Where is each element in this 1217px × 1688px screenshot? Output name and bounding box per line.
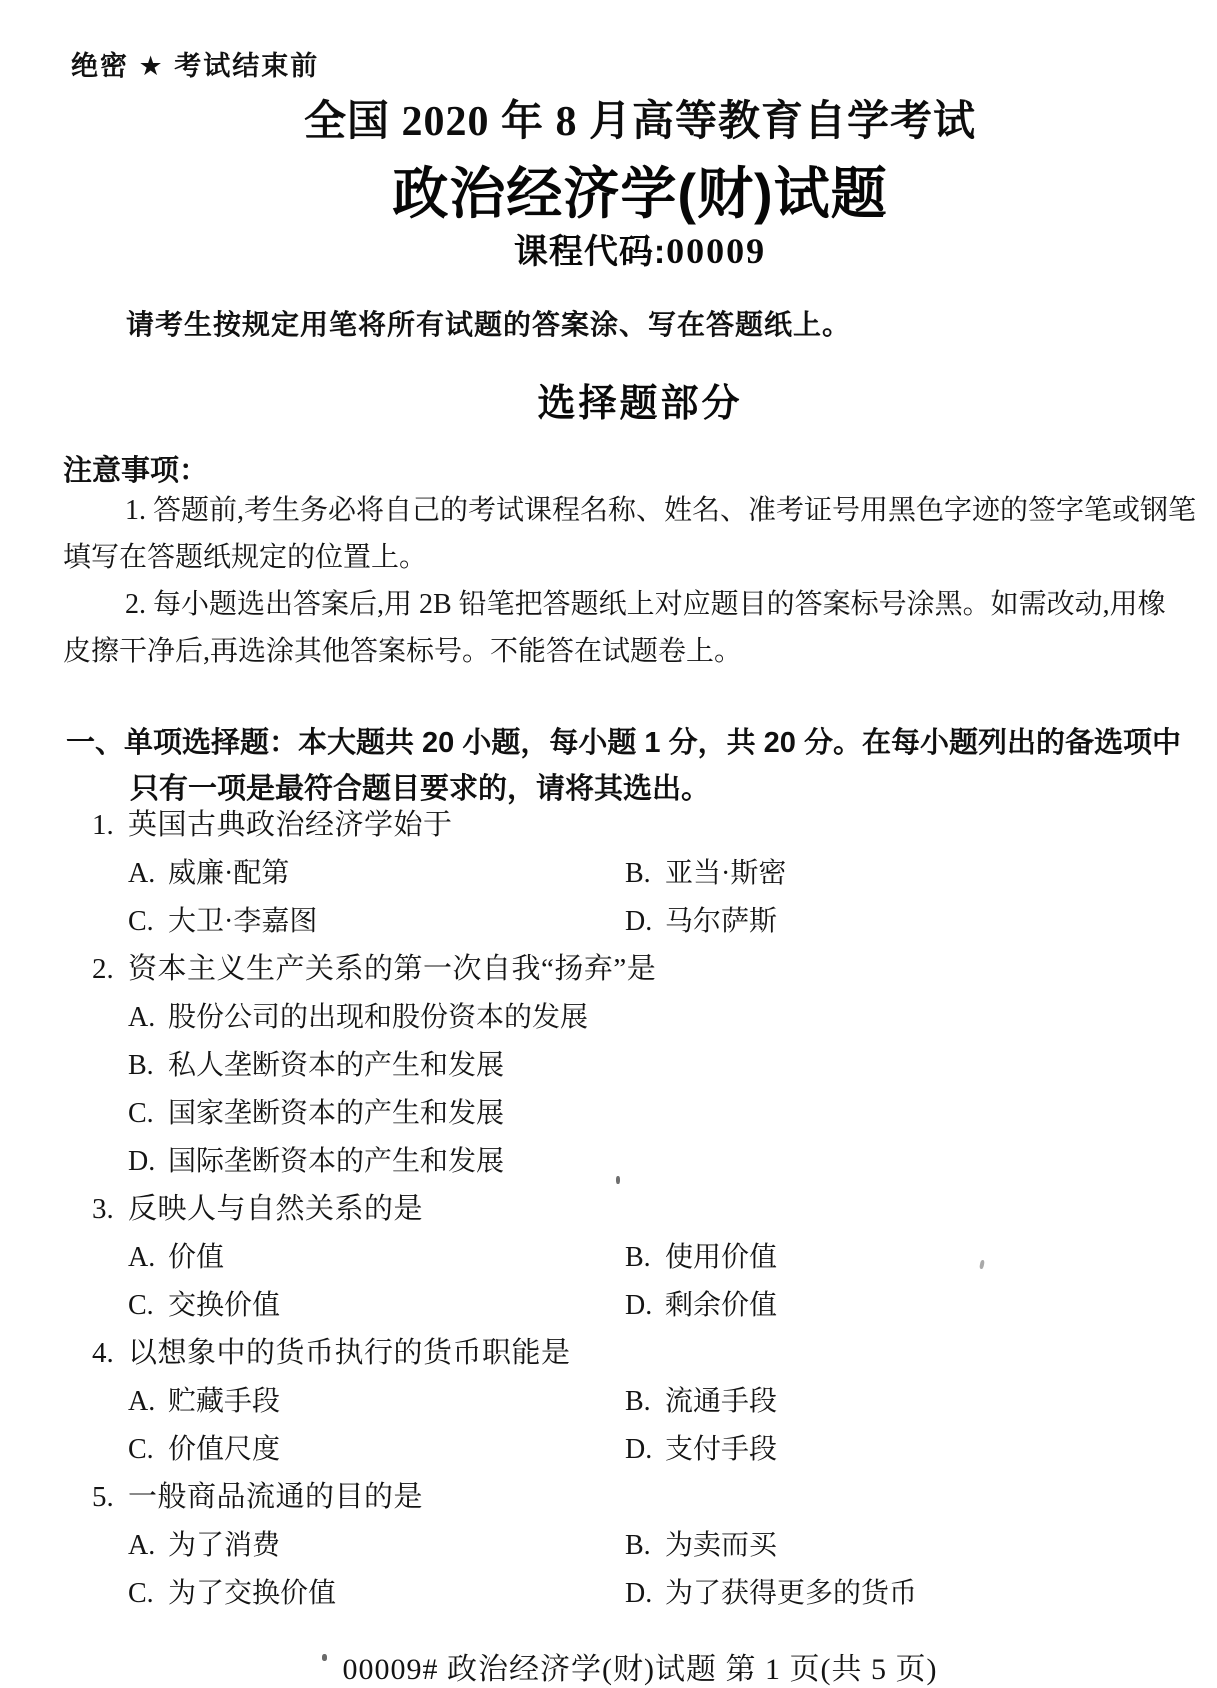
option-d	[625, 905, 777, 939]
section-heading	[66, 720, 1197, 812]
question-5-options-row-1	[92, 1528, 1207, 1576]
question-text: 英国古典政治经济学始于	[128, 809, 453, 841]
option-c	[128, 905, 625, 939]
option-b	[625, 1241, 777, 1275]
option-b	[625, 857, 786, 891]
option-label: B.	[625, 1242, 651, 1273]
option-text: 交换价值	[168, 1290, 281, 1321]
course-code-value: 00009	[666, 231, 767, 271]
question-1	[92, 808, 1207, 856]
option-c	[128, 1433, 625, 1467]
option-text: 股份公司的出现和股份资本的发展	[168, 1002, 589, 1033]
question-5	[92, 1480, 1207, 1528]
question-3	[92, 1192, 1207, 1240]
section-heading-line-1: 一、单项选择题：本大题共 20 小题，每小题 1 分，共 20 分。在每小题列出的备选项中	[66, 727, 1181, 759]
option-a	[128, 1241, 625, 1275]
question-number: 3.	[92, 1193, 114, 1225]
option-a	[128, 1385, 625, 1419]
question-number: 1.	[92, 809, 114, 841]
question-2-option-d	[92, 1144, 1207, 1192]
option-b	[625, 1529, 777, 1563]
option-label: B.	[625, 1530, 651, 1561]
notice-list	[63, 487, 1197, 675]
question-list	[92, 808, 1207, 1624]
option-label: D.	[128, 1146, 156, 1177]
option-a	[128, 1529, 625, 1563]
scan-artifact-dot	[616, 1176, 620, 1184]
option-text: 国家垄断资本的产生和发展	[168, 1098, 505, 1129]
question-2-option-b	[92, 1048, 1207, 1096]
option-label: D.	[625, 906, 653, 937]
option-label: C.	[128, 1434, 154, 1465]
option-text: 大卫·李嘉图	[168, 906, 318, 937]
part-title: 选择题部分	[537, 383, 743, 425]
option-c	[128, 1289, 625, 1323]
option-label: A.	[128, 1002, 156, 1033]
option-a	[128, 857, 625, 891]
option-a	[128, 1001, 588, 1035]
option-c	[128, 1097, 504, 1131]
section-heading-line-2: 只有一项是最符合题目要求的，请将其选出。	[130, 773, 711, 805]
option-label: A.	[128, 1242, 156, 1273]
question-4-options-row-1	[92, 1384, 1207, 1432]
question-text: 反映人与自然关系的是	[128, 1193, 424, 1225]
option-label: C.	[128, 1098, 154, 1129]
option-text: 国际垄断资本的产生和发展	[168, 1146, 505, 1177]
scan-artifact-dot	[322, 1654, 327, 1661]
notice-item-1-line-1: 1. 答题前,考生务必将自己的考试课程名称、姓名、准考证号用黑色字迹的签字笔或钢笔	[125, 495, 1197, 526]
option-text: 为卖而买	[665, 1530, 778, 1561]
exam-subject-title: 政治经济学(财)试题	[392, 162, 888, 225]
option-label: D.	[625, 1434, 653, 1465]
classification-banner: 绝密 ★ 考试结束前	[71, 51, 320, 81]
notice-item-2-line-1: 2. 每小题选出答案后,用 2B 铅笔把答题纸上对应题目的答案标号涂黑。如需改动,用橡	[125, 589, 1166, 620]
notice-item-1-line-2: 填写在答题纸规定的位置上。	[63, 542, 428, 573]
exam-title: 全国 2020 年 8 月高等教育自学考试	[303, 99, 976, 145]
option-label: A.	[128, 1530, 156, 1561]
notice-item-2-line-2: 皮擦干净后,再选涂其他答案标号。不能答在试题卷上。	[63, 636, 743, 667]
question-number: 5.	[92, 1481, 114, 1513]
question-3-options-row-1	[92, 1240, 1207, 1288]
page-footer: 00009# 政治经济学(财)试题 第 1 页(共 5 页)	[342, 1653, 938, 1686]
option-text: 为了交换价值	[168, 1578, 337, 1609]
question-4	[92, 1336, 1207, 1384]
option-text: 价值尺度	[168, 1434, 281, 1465]
option-text: 使用价值	[665, 1242, 778, 1273]
question-1-options-row-2	[92, 904, 1207, 952]
option-b	[625, 1385, 777, 1419]
question-text: 资本主义生产关系的第一次自我“扬弃”是	[128, 953, 657, 985]
question-text: 一般商品流通的目的是	[128, 1481, 424, 1513]
option-text: 为了消费	[168, 1530, 281, 1561]
option-text: 贮藏手段	[168, 1386, 281, 1417]
option-d	[625, 1289, 777, 1323]
option-d	[625, 1433, 777, 1467]
option-label: A.	[128, 858, 156, 889]
option-c	[128, 1577, 625, 1611]
course-code-label: 课程代码:	[513, 233, 667, 271]
question-text: 以想象中的货币执行的货币职能是	[128, 1337, 571, 1369]
question-2-option-a	[92, 1000, 1207, 1048]
question-number: 4.	[92, 1337, 114, 1369]
notice-title: 注意事项：	[63, 455, 209, 487]
option-text: 为了获得更多的货币	[665, 1578, 918, 1609]
option-label: B.	[625, 1386, 651, 1417]
option-label: A.	[128, 1386, 156, 1417]
course-code-line	[63, 224, 1217, 273]
option-text: 亚当·斯密	[665, 858, 787, 889]
question-1-options-row-1	[92, 856, 1207, 904]
option-text: 剩余价值	[665, 1290, 778, 1321]
option-label: B.	[128, 1050, 154, 1081]
question-3-options-row-2	[92, 1288, 1207, 1336]
question-5-options-row-2	[92, 1576, 1207, 1624]
option-text: 马尔萨斯	[665, 906, 778, 937]
option-label: B.	[625, 858, 651, 889]
option-label: C.	[128, 1578, 154, 1609]
option-d	[625, 1577, 917, 1611]
question-4-options-row-2	[92, 1432, 1207, 1480]
question-2	[92, 952, 1207, 1000]
question-number: 2.	[92, 953, 114, 985]
answer-sheet-note: 请考生按规定用笔将所有试题的答案涂、写在答题纸上。	[126, 309, 852, 340]
option-label: D.	[625, 1290, 653, 1321]
option-b	[128, 1049, 504, 1083]
option-label: D.	[625, 1578, 653, 1609]
option-text: 价值	[168, 1242, 225, 1273]
option-text: 流通手段	[665, 1386, 778, 1417]
option-text: 威廉·配第	[168, 858, 290, 889]
question-2-option-c	[92, 1096, 1207, 1144]
option-label: C.	[128, 906, 154, 937]
option-text: 私人垄断资本的产生和发展	[168, 1050, 505, 1081]
option-text: 支付手段	[665, 1434, 778, 1465]
option-d	[128, 1145, 504, 1179]
option-label: C.	[128, 1290, 154, 1321]
